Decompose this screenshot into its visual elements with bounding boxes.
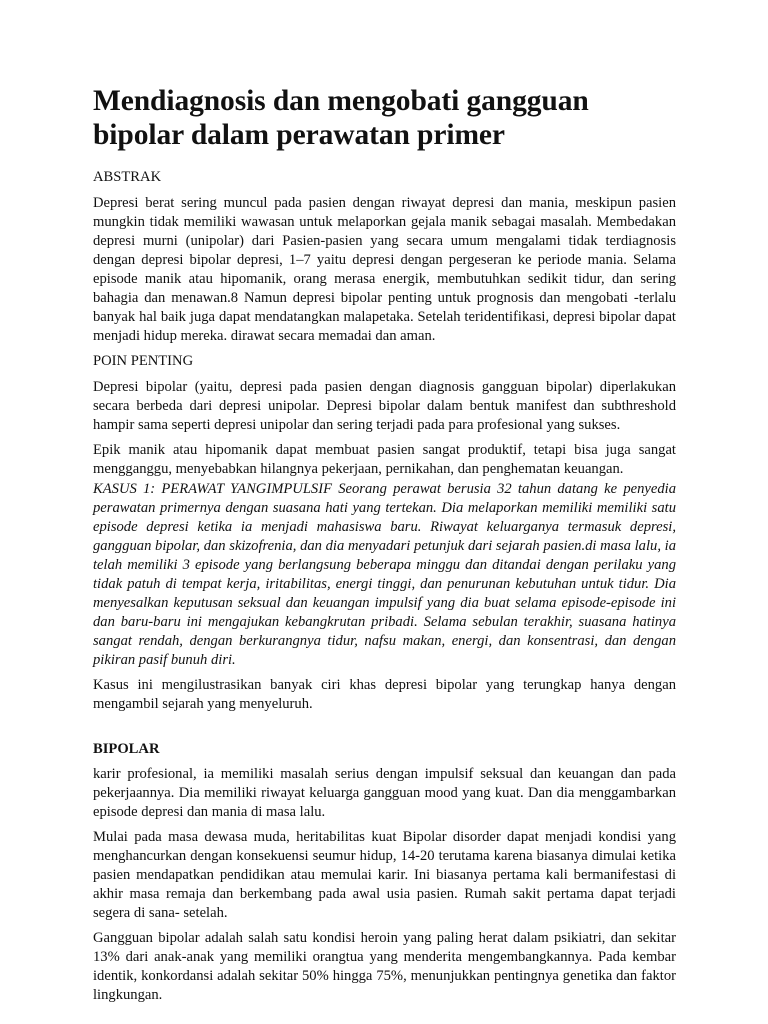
key-points-label: POIN PENTING bbox=[93, 353, 194, 369]
bipolar-paragraph-2: Mulai pada masa dewasa muda, heritabilitas kuat Bipolar disorder dapat menjadi kondisi yang menghancurkan dengan konsekuensi seumur hidup, 14-20 terutama karena biasanya dimulai ketika pasien mendapatkan pendidikan atau memulai karir. Ini biasanya pertama kali bermanifestasi di akhir masa remaja dan berkembang pada awal usia pasien. Rumah sakit pertama dapat terjadi segera di sana- setelah. bbox=[93, 829, 676, 921]
case-paragraph: KASUS 1: PERAWAT YANGIMPULSIF Seorang perawat berusia 32 tahun datang ke penyedia perawatan primernya dengan suasana hati yang tertekan. Dia melaporkan memiliki memiliki satu episode depresi ketika ia menjadi mahasiswa baru. Riwayat keluarganya termasuk depresi, gangguan bipolar, dan skizofrenia, dan dia menyadari petunjuk dari sejarah pasien.di masa lalu, ia telah memiliki 3 episode yang berlangsung beberapa minggu dan ditandai dengan perilaku yang tidak patuh di tempat kerja, iritabilitas, energi tinggi, dan penurunan kebutuhan untuk tidur. Dia menyesalkan keputusan seksual dan keuangan impulsif yang dia buat selama episode-episode ini dan baru-baru ini mengajukan kebangkrutan pribadi. Selama sebulan terakhir, suasana hatinya sangat rendah, dengan berkurangnya tidur, nafsu makan, energi, dan konsentrasi, dan dengan pikiran pasif bunuh diri. bbox=[93, 481, 676, 668]
case-summary-paragraph: Kasus ini mengilustrasikan banyak ciri khas depresi bipolar yang terungkap hanya dengan mengambil sejarah yang menyeluruh. bbox=[93, 677, 676, 712]
abstract-label: ABSTRAK bbox=[93, 169, 162, 185]
bipolar-paragraph-3: Gangguan bipolar adalah salah satu kondisi heroin yang paling herat dalam psikiatri, dan sekitar 13% dari anak-anak yang memiliki orangtua yang menderita mengembangkannya. Pada kembar identik, konkordansi adalah sekitar 50% hingga 75%, menunjukkan pentingnya genetika dan faktor lingkungan. bbox=[93, 930, 676, 1003]
bipolar-heading: BIPOLAR bbox=[93, 741, 160, 757]
bipolar-paragraph-1: karir profesional, ia memiliki masalah serius dengan impulsif seksual dan keuangan dan pada pekerjaannya. Dia memiliki riwayat keluarga gangguan mood yang kuat. Dan dia menggambarkan episode depresi dan mania di masa lalu. bbox=[93, 766, 676, 820]
key-point-paragraph-2: Epik manik atau hipomanik dapat membuat pasien sangat produktif, tetapi bisa juga sangat mengganggu, menyebabkan hilangnya pekerjaan, pernikahan, dan penghematan keuangan. bbox=[93, 442, 676, 477]
document-title: Mendiagnosis dan mengobati gangguan bipolar dalam perawatan primer bbox=[93, 85, 589, 151]
key-point-paragraph-1: Depresi bipolar (yaitu, depresi pada pasien dengan diagnosis gangguan bipolar) diperlakukan secara berbeda dari depresi unipolar. Depresi bipolar dalam bentuk manifest dan subthreshold hampir sama seperti depresi unipolar dan sering terjadi pada para profesional yang sukses. bbox=[93, 379, 676, 433]
abstract-paragraph: Depresi berat sering muncul pada pasien dengan riwayat depresi dan mania, meskipun pasien mungkin tidak memiliki wawasan untuk melaporkan gejala manik sebagai masalah. Membedakan depresi murni (unipolar) dari Pasien-pasien yang secara umum mengalami tidak terdiagnosis dengan depresi bipolar depresi, 1–7 yaitu depresi dengan pergeseran ke periode mania. Selama episode manik atau hipomanik, orang merasa energik, membutuhkan sedikit tidur, dan sering bahagia dan menawan.8 Namun depresi bipolar penting untuk prognosis dan mengobati -terlalu banyak hal baik juga dapat mendatangkan malapetaka. Setelah teridentifikasi, depresi bipolar dapat menjadi hidup mereka. dirawat secara memadai dan aman. bbox=[93, 195, 676, 344]
